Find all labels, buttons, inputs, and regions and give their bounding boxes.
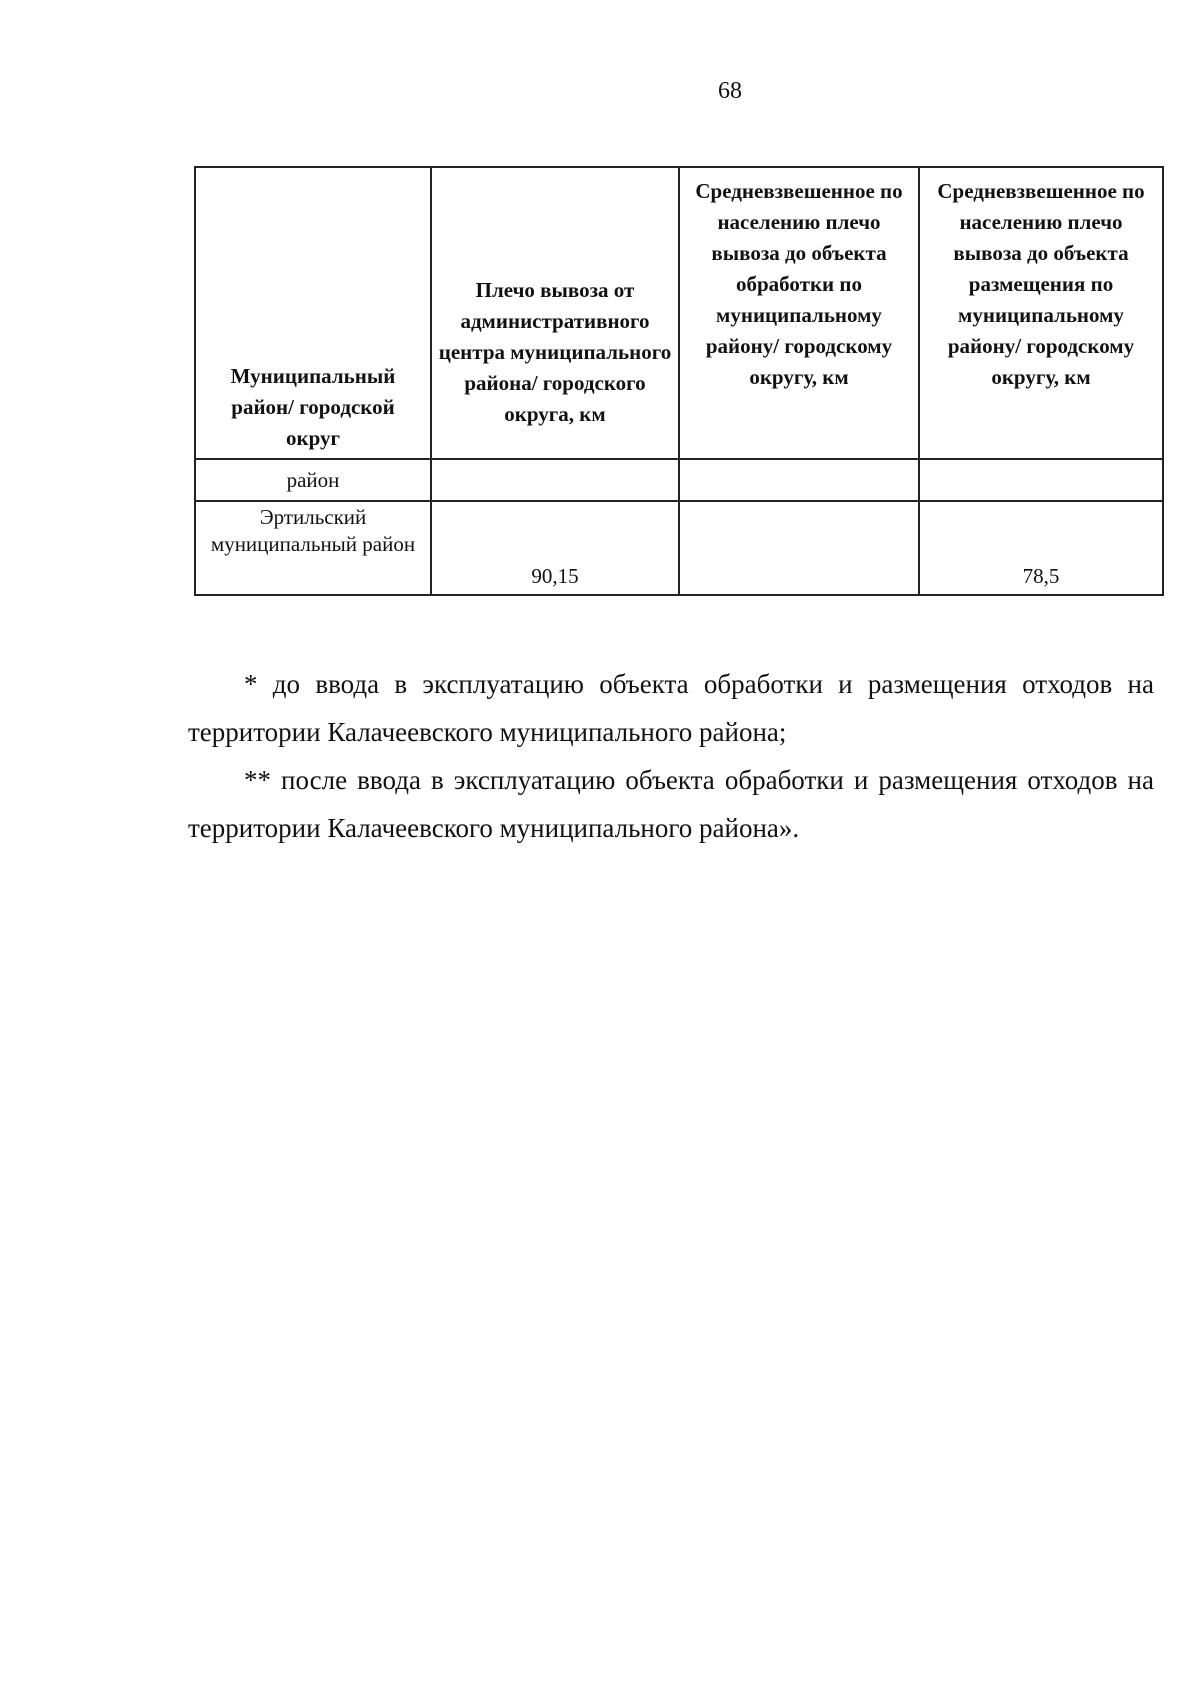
cell-distance-from-center: 90,15 xyxy=(431,501,679,595)
header-avg-distance-placement: Средневзвешенное по населению плечо вывоза до объекта размещения по муниципальному району/ городскому округу, км xyxy=(919,167,1163,459)
header-distance-from-center: Плечо вывоза от административного центра муниципального района/ городского округа, км xyxy=(431,167,679,459)
footnotes xyxy=(188,660,1154,852)
table-row xyxy=(195,459,1163,501)
cell-avg-distance-placement: 78,5 xyxy=(919,501,1163,595)
cell-avg-distance-placement xyxy=(919,459,1163,501)
cell-avg-distance-processing xyxy=(679,459,919,501)
distance-table-container xyxy=(194,166,1162,596)
footnote-single-asterisk: * до ввода в эксплуатацию объекта обработки и размещения отходов на территории Калачеевского муниципального района; xyxy=(188,669,1154,747)
distance-table xyxy=(194,166,1164,596)
header-avg-distance-processing: Средневзвешенное по населению плечо вывоза до объекта обработки по муниципальному району/ городскому округу, км xyxy=(679,167,919,459)
cell-distance-from-center xyxy=(431,459,679,501)
table-header-row xyxy=(195,167,1163,459)
page-number: 68 xyxy=(718,78,742,104)
cell-avg-distance-processing xyxy=(679,501,919,595)
footnote-double-asterisk: ** после ввода в эксплуатацию объекта обработки и размещения отходов на территории Калачеевского муниципального района». xyxy=(188,765,1154,843)
table-row xyxy=(195,501,1163,595)
header-municipality: Муниципальный район/ городской округ xyxy=(195,167,431,459)
cell-municipality: район xyxy=(195,459,431,501)
cell-municipality: Эртильский муниципальный район xyxy=(195,501,431,595)
